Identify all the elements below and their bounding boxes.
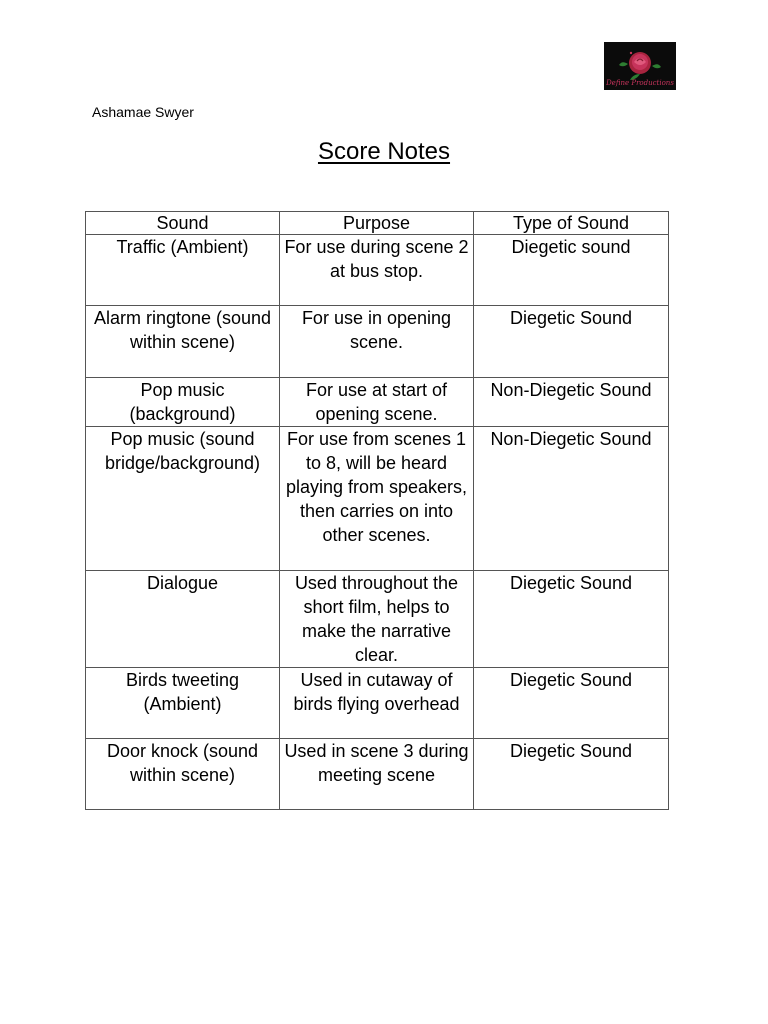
type-cell: Diegetic Sound bbox=[474, 571, 669, 668]
type-cell: Non-Diegetic Sound bbox=[474, 378, 669, 427]
purpose-cell: Used in scene 3 during meeting scene bbox=[280, 739, 474, 810]
purpose-cell: Used in cutaway of birds flying overhead bbox=[280, 668, 474, 739]
sound-cell: Pop music (background) bbox=[86, 378, 280, 427]
purpose-cell: For use from scenes 1 to 8, will be heard playing from speakers, then carries on into other scenes. bbox=[280, 427, 474, 571]
sound-cell: Birds tweeting (Ambient) bbox=[86, 668, 280, 739]
company-logo bbox=[604, 42, 676, 90]
column-header-purpose: Purpose bbox=[280, 212, 474, 235]
purpose-cell: For use during scene 2 at bus stop. bbox=[280, 235, 474, 306]
type-cell: Diegetic sound bbox=[474, 235, 669, 306]
type-cell: Diegetic Sound bbox=[474, 668, 669, 739]
type-cell: Diegetic Sound bbox=[474, 306, 669, 378]
type-cell: Non-Diegetic Sound bbox=[474, 427, 669, 571]
table-row bbox=[86, 739, 669, 810]
page-title: Score Notes bbox=[317, 138, 451, 165]
table-row bbox=[86, 427, 669, 571]
column-header-type: Type of Sound bbox=[474, 212, 669, 235]
table-row bbox=[86, 235, 669, 306]
table-row bbox=[86, 306, 669, 378]
sound-cell: Door knock (sound within scene) bbox=[86, 739, 280, 810]
sound-cell: Pop music (sound bridge/background) bbox=[86, 427, 280, 571]
table-row bbox=[86, 571, 669, 668]
sound-cell: Alarm ringtone (sound within scene) bbox=[86, 306, 280, 378]
purpose-cell: For use at start of opening scene. bbox=[280, 378, 474, 427]
column-header-sound: Sound bbox=[86, 212, 280, 235]
sound-cell: Traffic (Ambient) bbox=[86, 235, 280, 306]
logo-text: Define Productions bbox=[606, 79, 674, 87]
purpose-cell: For use in opening scene. bbox=[280, 306, 474, 378]
author-name: Ashamae Swyer bbox=[92, 104, 194, 120]
table-row bbox=[86, 378, 669, 427]
sound-cell: Dialogue bbox=[86, 571, 280, 668]
type-cell: Diegetic Sound bbox=[474, 739, 669, 810]
score-notes-table bbox=[85, 211, 669, 810]
purpose-cell: Used throughout the short film, helps to make the narrative clear. bbox=[280, 571, 474, 668]
table-header-row bbox=[86, 212, 669, 235]
table-row bbox=[86, 668, 669, 739]
